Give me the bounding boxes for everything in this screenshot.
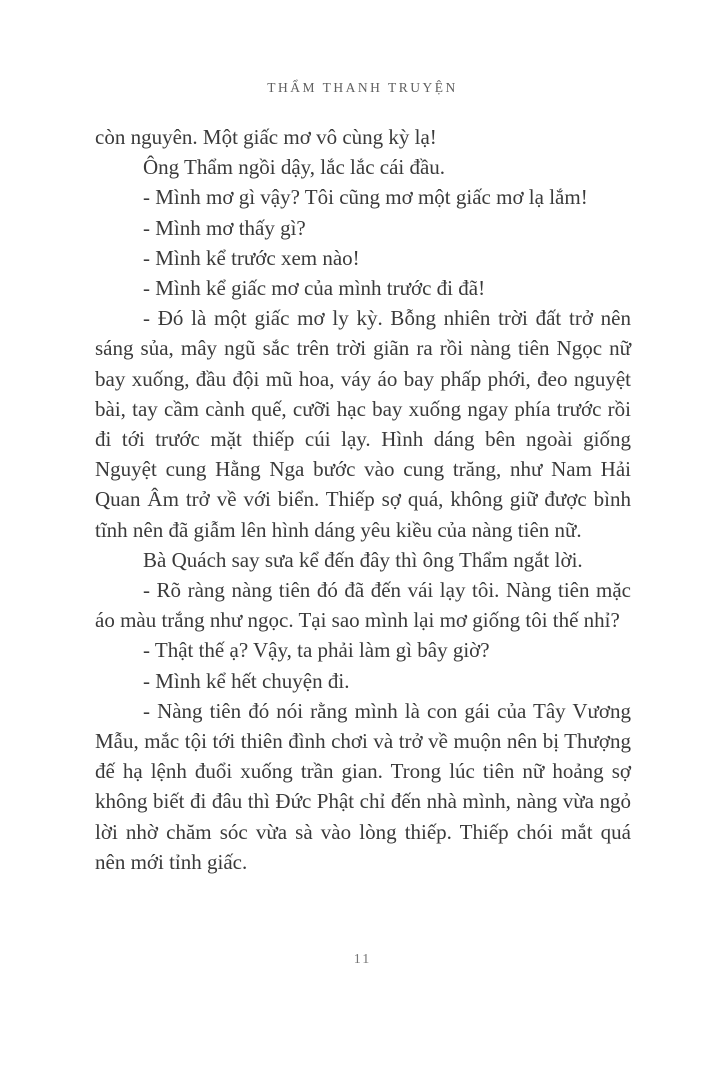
text-block [95,122,631,877]
body-paragraph: - Đó là một giấc mơ ly kỳ. Bỗng nhiên trời đất trở nên sáng sủa, mây ngũ sắc trên trời giãn ra rồi nàng tiên Ngọc nữ bay xuống, đầu đội mũ hoa, váy áo bay phấp phới, đeo nguyệt bài, tay cầm cành quế, cưỡi hạc bay xuống ngay phía trước rồi đi tới trước mặt thiếp cúi lạy. Hình dáng bên ngoài giống Nguyệt cung Hằng Nga bước vào cung trăng, như Nam Hải Quan Âm trở về với biển. Thiếp sợ quá, không giữ được bình tĩnh nên đã giẫm lên hình dáng yêu kiều của nàng tiên nữ. [95,306,631,542]
body-paragraph: - Mình kể hết chuyện đi. [143,668,350,693]
body-paragraph: Bà Quách say sưa kể đến đây thì ông Thẩm ngắt lời. [143,547,583,572]
running-header: THẨM THANH TRUYỆN [267,80,458,95]
body-paragraph: - Mình kể trước xem nào! [143,245,360,270]
body-paragraph: còn nguyên. Một giấc mơ vô cùng kỳ lạ! [95,125,437,149]
body-paragraph: - Thật thế ạ? Vậy, ta phải làm gì bây giờ? [143,638,490,663]
body-paragraph: - Nàng tiên đó nói rằng mình là con gái của Tây Vương Mẫu, mắc tội tới thiên đình chơi và trở về muộn nên bị Thượng đế hạ lệnh đuổi xuống trần gian. Trong lúc tiên nữ hoảng sợ không biết đi đâu thì Đức Phật chỉ đến nhà mình, nàng vừa ngỏ lời nhờ chăm sóc vừa sà vào lòng thiếp. Thiếp chói mắt quá nên mới tỉnh giấc. [95,698,631,874]
page-number: 11 [353,952,372,967]
body-paragraph: - Mình mơ gì vậy? Tôi cũng mơ một giấc mơ lạ lắm! [143,185,588,210]
body-paragraph: - Mình mơ thấy gì? [143,215,306,240]
body-paragraph: Ông Thẩm ngồi dậy, lắc lắc cái đầu. [143,155,446,180]
body-paragraph: - Mình kể giấc mơ của mình trước đi đã! [143,276,486,301]
body-paragraph: - Rõ ràng nàng tiên đó đã đến vái lạy tôi. Nàng tiên mặc áo màu trắng như ngọc. Tại sao mình lại mơ giống tôi thế nhỉ? [95,578,631,633]
